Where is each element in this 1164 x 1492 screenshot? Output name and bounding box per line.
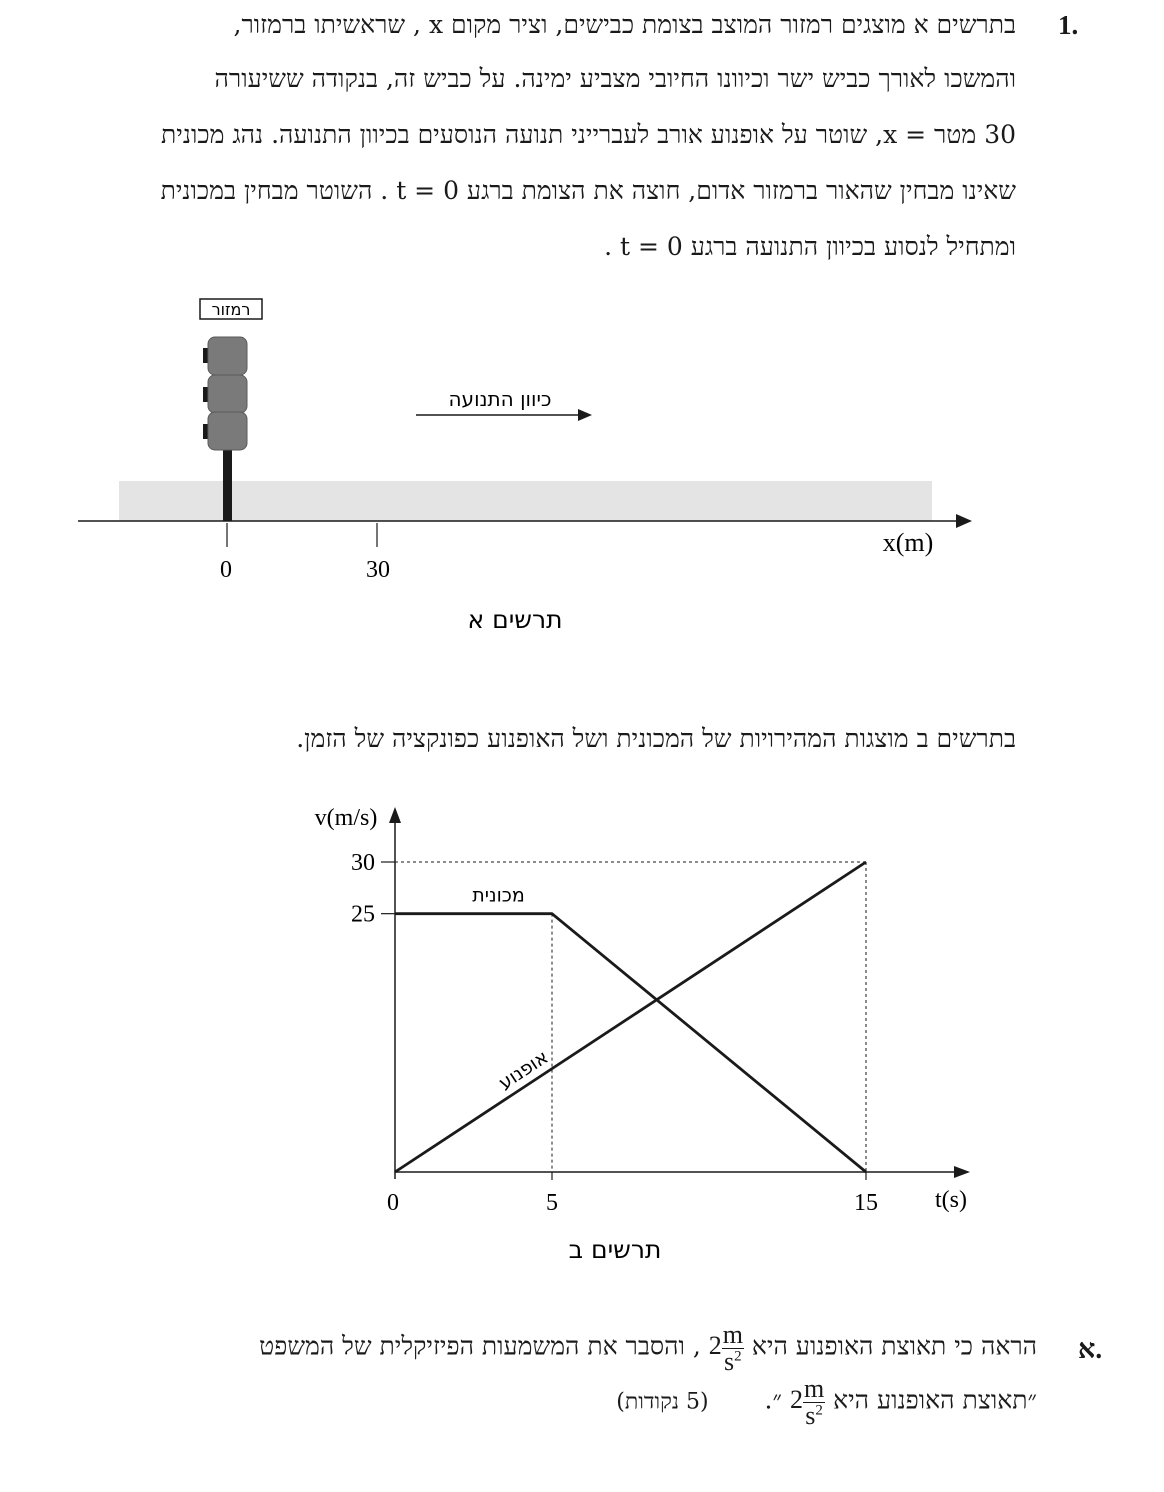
unit-denominator-base-2: s	[805, 1401, 816, 1430]
question-a-value-1	[708, 1320, 744, 1376]
question-a-text-before: הראה כי תאוצת האופנוע היא	[751, 1331, 1037, 1361]
question-a-quote-close: ״.	[764, 1385, 782, 1415]
question-line-2: והמשכו לאורך כביש ישר וכיוונו החיובי מצביע ימינה. על כביש זה, בנקודה ששיעורה	[214, 64, 1016, 93]
accel-value: 2	[708, 1331, 722, 1361]
figure-b-intro: בתרשים ב מוצגות המהירויות של המכונית ושל האופנוע כפונקציה של הזמן.	[296, 724, 1016, 753]
series-label-car: מכונית	[472, 884, 525, 907]
figure-a	[0, 285, 1164, 655]
question-a-line-2	[616, 1376, 1037, 1429]
unit-denominator	[722, 1349, 744, 1375]
x-axis-arrow-icon	[956, 514, 972, 528]
question-line-5: ומתחיל לנסוע בכיוון התנועה ברגע t = 0 .	[604, 232, 1016, 261]
question-a-text-after: , והסבר את המשמעות הפיזיקלית של המשפט	[259, 1331, 701, 1361]
traffic-light-pole	[223, 447, 232, 521]
y-tick-label-25: 25	[351, 901, 375, 928]
t-tick-label-15: 15	[854, 1190, 878, 1216]
series-label-motorcycle: אופנוע	[494, 1046, 553, 1095]
question-line-3: 30 מטר = x, שוטר על אופנוע אורב לעברייני תנועה הנוסעים בכיוון התנועה. נהג מכונית	[161, 120, 1016, 149]
direction-arrowhead-icon	[578, 409, 592, 421]
figure-a-caption: תרשים א	[467, 605, 563, 634]
unit-numerator-2: m	[803, 1374, 825, 1403]
question-a-letter: א.	[1078, 1334, 1103, 1364]
question-line-4: שאינו מבחין שהאור ברמזור אדום, חוצה את הצומת ברגע t = 0 . השוטר מבחין במכונית	[160, 176, 1016, 205]
tick-label-30: 30	[366, 557, 390, 583]
accel-unit-fraction	[722, 1322, 744, 1375]
question-a-quote-open: ״תאוצת האופנוע היא	[833, 1385, 1037, 1415]
series-line-1	[395, 862, 866, 1172]
unit-denominator-base: s	[724, 1347, 735, 1376]
question-number: 1.	[1058, 10, 1079, 40]
velocity-chart	[0, 795, 1164, 1265]
series-line-0	[395, 914, 866, 1172]
unit-numerator: m	[722, 1320, 743, 1349]
t-tick-label-0: 0	[387, 1190, 399, 1216]
unit-denominator-2	[803, 1403, 825, 1429]
figure-b-caption: תרשים ב	[568, 1235, 662, 1264]
axis-label-x: x(m)	[882, 528, 934, 557]
t-tick-label-5: 5	[546, 1190, 558, 1216]
t-axis-label: t(s)	[935, 1187, 967, 1213]
t-axis-arrow-icon	[954, 1166, 970, 1178]
traffic-light-icon	[203, 337, 247, 450]
question-a-points: (5 נקודות)	[616, 1389, 709, 1415]
tick-label-0: 0	[220, 557, 232, 583]
accel-value-2: 2	[789, 1385, 803, 1415]
question-a-line-1	[259, 1322, 1037, 1375]
y-tick-label-30: 30	[351, 850, 375, 876]
y-axis-label: v(m/s)	[314, 805, 378, 831]
accel-unit-fraction-2	[803, 1376, 825, 1429]
question-line-1: בתרשים א מוצגים רמזור המוצב בצומת כבישים, וציר מקום x , שראשיתו ברמזור,	[233, 10, 1016, 39]
unit-exponent: 2	[734, 1348, 742, 1365]
unit-exponent-2: 2	[815, 1402, 823, 1419]
direction-label: כיוון התנועה	[448, 387, 552, 411]
traffic-light-label: רמזור	[211, 300, 251, 319]
question-a-value-2	[789, 1374, 825, 1430]
road	[119, 481, 932, 521]
y-axis-arrow-icon	[389, 807, 401, 823]
